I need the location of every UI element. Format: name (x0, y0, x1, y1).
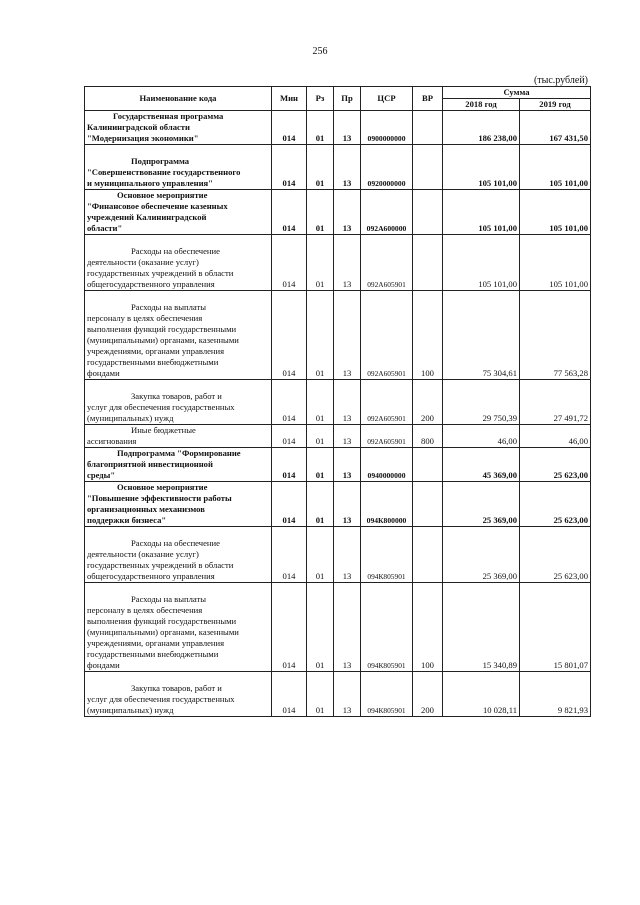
cell-2019: 46,00 (520, 425, 591, 448)
cell-pr: 13 (334, 672, 361, 717)
row-name (85, 425, 272, 448)
cell-pr: 13 (334, 448, 361, 482)
table-row (85, 235, 591, 291)
row-name-line: "Модернизация экономики" (87, 133, 199, 143)
row-name (85, 145, 272, 190)
row-name-line: услуг для обеспечения государственных (87, 694, 235, 704)
row-name-line (87, 145, 269, 156)
units-label: (тыс.рублей) (533, 75, 588, 86)
table-row (85, 380, 591, 425)
header-csr: ЦСР (361, 87, 413, 111)
cell-pr: 13 (334, 482, 361, 527)
cell-2019: 167 431,50 (520, 111, 591, 145)
row-name-line: (муниципальных) нужд (87, 413, 174, 423)
row-name-line: Расходы на обеспечение (131, 246, 220, 256)
row-name-line (87, 291, 269, 302)
row-name (85, 190, 272, 235)
cell-csr: 0900000000 (361, 111, 413, 145)
cell-vr: 800 (413, 425, 443, 448)
header-rz: Рз (307, 87, 334, 111)
budget-table (84, 86, 591, 717)
cell-min: 014 (272, 111, 307, 145)
cell-2019: 25 623,00 (520, 482, 591, 527)
row-name-line: организационных механизмов (87, 504, 205, 514)
row-name (85, 380, 272, 425)
table-row (85, 583, 591, 672)
cell-rz: 01 (307, 380, 334, 425)
cell-csr: 0940000000 (361, 448, 413, 482)
row-name-line (87, 235, 269, 246)
cell-2019: 105 101,00 (520, 190, 591, 235)
row-name-line: фондами (87, 368, 120, 378)
row-name-line: Основное мероприятие (117, 190, 208, 200)
row-name-line (87, 672, 269, 683)
cell-rz: 01 (307, 583, 334, 672)
table-row (85, 448, 591, 482)
cell-vr (413, 111, 443, 145)
cell-csr: 092А605901 (361, 235, 413, 291)
cell-min: 014 (272, 145, 307, 190)
cell-2018: 15 340,89 (443, 583, 520, 672)
cell-min: 014 (272, 425, 307, 448)
cell-pr: 13 (334, 111, 361, 145)
row-name-line: ассигнования (87, 436, 137, 446)
row-name-line: Калининградской области (87, 122, 190, 132)
cell-pr: 13 (334, 291, 361, 380)
header-vr: ВР (413, 87, 443, 111)
cell-vr: 200 (413, 672, 443, 717)
cell-2018: 186 238,00 (443, 111, 520, 145)
cell-2019: 105 101,00 (520, 145, 591, 190)
row-name-line: выполнения функций государственными (87, 324, 237, 334)
cell-rz: 01 (307, 235, 334, 291)
row-name-line: общегосударственного управления (87, 571, 215, 581)
row-name-line: поддержки бизнеса" (87, 515, 167, 525)
row-name-line: (муниципальных) нужд (87, 705, 174, 715)
cell-csr: 094К800000 (361, 482, 413, 527)
cell-vr (413, 448, 443, 482)
row-name-line: учреждениями, органами управления (87, 346, 225, 356)
header-sum: Сумма (443, 87, 591, 99)
cell-pr: 13 (334, 583, 361, 672)
cell-rz: 01 (307, 425, 334, 448)
row-name-line (87, 583, 269, 594)
header-min: Мин (272, 87, 307, 111)
row-name-line: государственными внебюджетными (87, 649, 219, 659)
cell-vr: 100 (413, 291, 443, 380)
cell-2018: 25 369,00 (443, 482, 520, 527)
row-name-line: "Финансовое обеспечение казенных (87, 201, 228, 211)
cell-2019: 15 801,07 (520, 583, 591, 672)
cell-rz: 01 (307, 482, 334, 527)
row-name-line: области" (87, 223, 123, 233)
cell-min: 014 (272, 448, 307, 482)
row-name-line: "Совершенствование государственного (87, 167, 241, 177)
cell-2018: 29 750,39 (443, 380, 520, 425)
row-name-line: деятельности (оказание услуг) (87, 257, 199, 267)
cell-rz: 01 (307, 291, 334, 380)
cell-2018: 45 369,00 (443, 448, 520, 482)
cell-vr (413, 527, 443, 583)
row-name-line: Иные бюджетные (131, 425, 196, 435)
cell-vr (413, 235, 443, 291)
cell-pr: 13 (334, 190, 361, 235)
table-row (85, 425, 591, 448)
cell-csr: 0920000000 (361, 145, 413, 190)
row-name-line: выполнения функций государственными (87, 616, 237, 626)
row-name-line: Подпрограмма "Формирование (117, 448, 241, 458)
cell-vr: 200 (413, 380, 443, 425)
cell-vr (413, 145, 443, 190)
row-name-line: Закупка товаров, работ и (131, 683, 222, 693)
cell-2018: 105 101,00 (443, 145, 520, 190)
cell-min: 014 (272, 482, 307, 527)
row-name-line: Основное мероприятие (117, 482, 208, 492)
cell-min: 014 (272, 527, 307, 583)
row-name-line: благоприятной инвестиционной (87, 459, 213, 469)
cell-vr (413, 482, 443, 527)
cell-min: 014 (272, 583, 307, 672)
row-name (85, 583, 272, 672)
cell-csr: 092А600000 (361, 190, 413, 235)
table-row (85, 527, 591, 583)
cell-2019: 27 491,72 (520, 380, 591, 425)
cell-2019: 77 563,28 (520, 291, 591, 380)
cell-rz: 01 (307, 145, 334, 190)
row-name-line: Расходы на выплаты (131, 594, 207, 604)
cell-rz: 01 (307, 672, 334, 717)
cell-min: 014 (272, 235, 307, 291)
row-name-line: персоналу в целях обеспечения (87, 313, 203, 323)
cell-2018: 105 101,00 (443, 235, 520, 291)
row-name-line: Подпрограмма (131, 156, 190, 166)
table-header (85, 87, 591, 111)
row-name-line: общегосударственного управления (87, 279, 215, 289)
cell-2018: 10 028,11 (443, 672, 520, 717)
cell-pr: 13 (334, 235, 361, 291)
cell-2019: 9 821,93 (520, 672, 591, 717)
cell-csr: 094К805901 (361, 583, 413, 672)
cell-csr: 092А605901 (361, 291, 413, 380)
header-pr: Пр (334, 87, 361, 111)
row-name-line: среды" (87, 470, 116, 480)
cell-2018: 46,00 (443, 425, 520, 448)
cell-min: 014 (272, 190, 307, 235)
cell-2019: 25 623,00 (520, 448, 591, 482)
header-name: Наименование кода (85, 87, 272, 111)
cell-pr: 13 (334, 145, 361, 190)
row-name-line: государственными внебюджетными (87, 357, 219, 367)
row-name-line: учреждений Калининградской (87, 212, 207, 222)
row-name (85, 448, 272, 482)
cell-rz: 01 (307, 111, 334, 145)
cell-vr (413, 190, 443, 235)
cell-vr: 100 (413, 583, 443, 672)
row-name-line: учреждениями, органами управления (87, 638, 225, 648)
row-name (85, 111, 272, 145)
row-name-line: персоналу в целях обеспечения (87, 605, 203, 615)
row-name (85, 291, 272, 380)
row-name-line: (муниципальными) органами, казенными (87, 627, 239, 637)
cell-csr: 092А605901 (361, 425, 413, 448)
cell-min: 014 (272, 380, 307, 425)
row-name-line: деятельности (оказание услуг) (87, 549, 199, 559)
table-row (85, 190, 591, 235)
table-row (85, 672, 591, 717)
row-name-line (87, 527, 269, 538)
cell-2018: 25 369,00 (443, 527, 520, 583)
row-name-line: и муниципального управления" (87, 178, 213, 188)
cell-2019: 105 101,00 (520, 235, 591, 291)
cell-2018: 105 101,00 (443, 190, 520, 235)
table-row (85, 291, 591, 380)
cell-pr: 13 (334, 425, 361, 448)
cell-pr: 13 (334, 380, 361, 425)
header-2019: 2019 год (520, 99, 591, 111)
page-number: 256 (312, 46, 328, 57)
cell-min: 014 (272, 672, 307, 717)
row-name-line: Расходы на выплаты (131, 302, 207, 312)
cell-min: 014 (272, 291, 307, 380)
row-name-line: услуг для обеспечения государственных (87, 402, 235, 412)
cell-csr: 092А605901 (361, 380, 413, 425)
row-name-line: государственных учреждений в области (87, 560, 234, 570)
table-row (85, 482, 591, 527)
row-name-line: Расходы на обеспечение (131, 538, 220, 548)
row-name-line: Закупка товаров, работ и (131, 391, 222, 401)
cell-2019: 25 623,00 (520, 527, 591, 583)
cell-rz: 01 (307, 190, 334, 235)
row-name (85, 482, 272, 527)
cell-rz: 01 (307, 448, 334, 482)
header-2018: 2018 год (443, 99, 520, 111)
row-name-line: государственных учреждений в области (87, 268, 234, 278)
table-row (85, 111, 591, 145)
table-body (85, 111, 591, 717)
cell-csr: 094К805901 (361, 527, 413, 583)
cell-2018: 75 304,61 (443, 291, 520, 380)
cell-pr: 13 (334, 527, 361, 583)
row-name (85, 672, 272, 717)
row-name-line: Государственная программа (113, 111, 224, 121)
row-name-line: "Повышение эффективности работы (87, 493, 232, 503)
row-name (85, 235, 272, 291)
cell-csr: 094К805901 (361, 672, 413, 717)
row-name-line (87, 380, 269, 391)
row-name-line: (муниципальными) органами, казенными (87, 335, 239, 345)
row-name-line: фондами (87, 660, 120, 670)
cell-rz: 01 (307, 527, 334, 583)
table-row (85, 145, 591, 190)
row-name (85, 527, 272, 583)
